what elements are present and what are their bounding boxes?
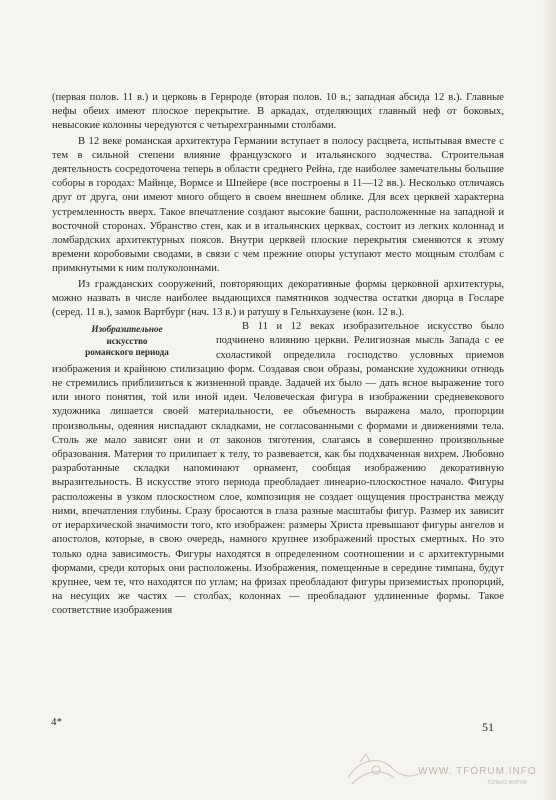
section-visual-arts <box>52 320 504 618</box>
paragraph-gernrode: (первая полов. 11 в.) и церковь в Гернроде (вторая полов. 10 в.; западная абсида 12 в.). Главные нефы обеих имеют плоское перекрытие. В аркадах, отделяющих главный неф от боковых, невысокие колонны чередуются с четырехгранными столбами. <box>52 92 504 132</box>
signature-mark: 4* <box>51 716 62 728</box>
watermark-text: WWW. TFORUM.INFO <box>418 766 537 777</box>
margin-heading-line-2: искусство <box>106 335 148 346</box>
margin-heading <box>52 324 202 359</box>
paragraph-visual-arts: В 11 и 12 веках изобразительное искусство было подчинено влиянию церкви. Религиозная мысль Запада с ее схоластикой определила господство условных приемов изображения и крайнюю стилизацию форм. Создавая свои образы, романские художники отнюдь не стремились приблизиться к жизненной правде. Задачей их было — дать ясное выражение того или иного понятия, той или иной идеи. Человеческая фигура в изображении средневекового художника лишается своей материальности, ее объемность выражена мало, пропорции произвольны, одеяния ниспадают складками, не согласованными с формами и движениями тела. Столь же мало зависят они и от законов тяготения, слагаясь в совершенно произвольные образования. Материя то прилипает к телу, то развевается, как бы подхваченная вихрем. Любовно разработанные складки напоминают орнамент, сообщая изображению декоративную выразительность. В искусстве этого периода преобладает линеарно-плоскостное начало. Фигуры расположены в узком плоскостном слое, композиция не создает ощущения пространства между ними, впечатления глубины. Сразу бросаются в глаза разные масштабы фигур. Размер их зависит от иерархической значимости того, кто изображен: размеры Христа превышают фигуры ангелов и апостолов, которые, в свою очередь, намного крупнее изображений простых смертных. Но это только одна зависимость. Фигуры находятся в определенном соотношении и с архитектурными формами, среди которых они расположены. Изображения, помещенные в середине тимпана, будут крупнее, чем те, что находятся по углам; на фризах преобладают фигуры приземистых пропорций, на несущих же частях — столбах, колоннах — преобладают удлиненные формы. Такое соответствие изображения <box>52 321 504 617</box>
paragraph-12th-century: В 12 веке романская архитектура Германии вступает в полосу расцвета, испытывая вместе с тем в сильной степени влияние французского и итальянского зодчества. Строительная деятельность сосредоточена теперь в области среднего Рейна, где наиболее замечательны большие соборы в городах: Майнце, Вормсе и Шпейере (все построены в 11—12 вв.). Несколько отличаясь друг от друга, они имеют много общего в своем внешнем облике. Для всех церквей характерна устремленность вверх. Такое впечатление создают высокие башни, расположенные на западной и восточной сторонах. Убранство стен, как и в итальянских церквах, состоит из легких колоннад и ломбардских архитектурных поясов. Внутри церквей плоские перекрытия сменяются к этому времени коробовыми сводами, в связи с чем прежние опоры уступают место мощным столбам с примкнутыми к ним полуколоннами. <box>52 135 504 275</box>
body-text <box>52 91 504 619</box>
watermark-subtext: ТОЛЬКО ФОРУМ <box>487 780 527 786</box>
page-edge-shadow <box>542 0 556 800</box>
paragraph-civil-buildings: Из гражданских сооружений, повторяющих декоративные формы церковной архитектуры, можно назвать в числе наиболее выдающихся памятников зодчества остатки дворца в Госларе (серед. 11 в.), замок Вартбург (нач. 13 в.) и ратушу в Гельнхаузене (кон. 12 в.). <box>52 278 504 319</box>
margin-heading-line-1: Изобразительное <box>91 324 163 335</box>
page-number: 51 <box>482 720 494 734</box>
margin-heading-line-3: романского периода <box>85 347 169 358</box>
